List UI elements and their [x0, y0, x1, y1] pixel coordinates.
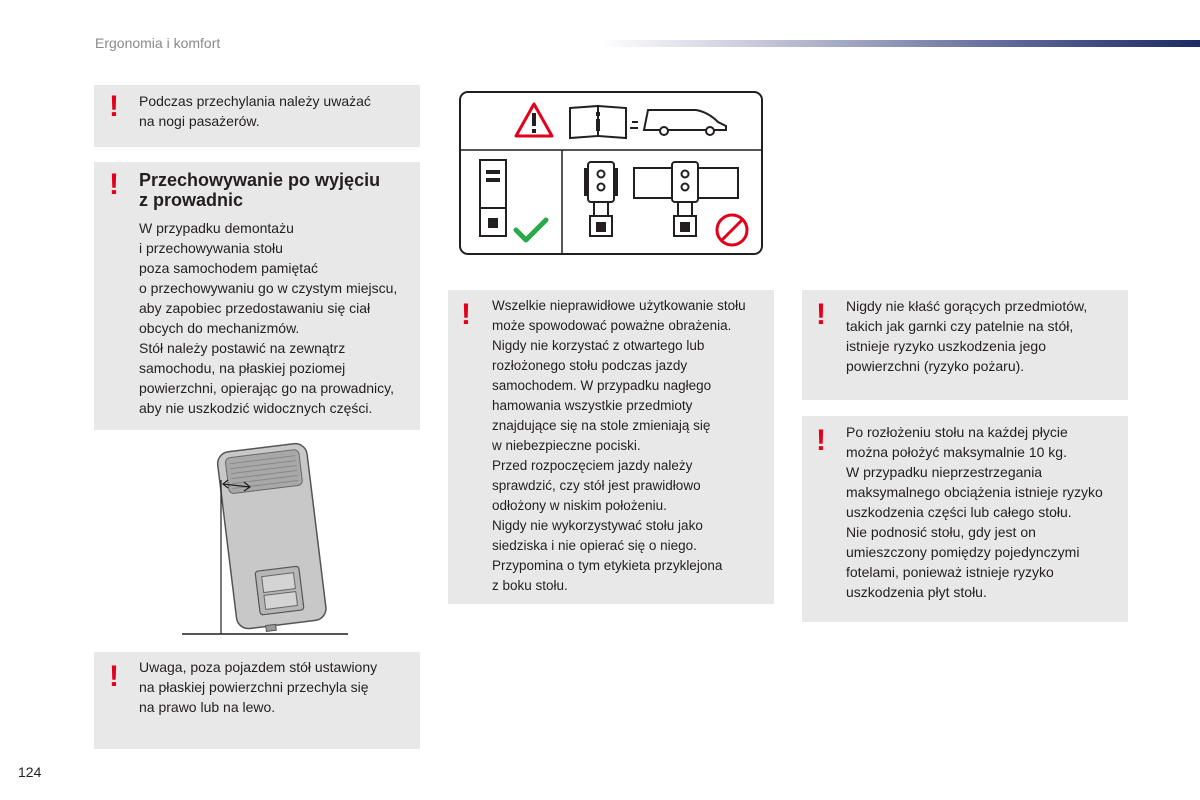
note-storage-box [94, 162, 420, 430]
note-load-text: Po rozłożeniu stołu na każdej płycie można położyć maksymalnie 10 kg. W przypadku nieprzestrzegania maksymalnego obciążenia istnieje ryzyko uszkodzenia części lub całego stołu. Nie podnosić stołu, gdy jest on umieszczony pomiędzy pojedynczymi fotelami, ponieważ istnieje ryzyko uszkodzenia płyt stołu. [846, 424, 1103, 600]
note-tilt-box [94, 85, 420, 147]
warning-exclamation-icon: ! [109, 660, 119, 693]
note-load-box [802, 416, 1128, 622]
note-hot-box [802, 290, 1128, 400]
manual-book-icon [570, 106, 626, 138]
table-stowed-icon [480, 160, 506, 236]
note-hot-text: Nigdy nie kłaść gorących przedmiotów, takich jak garnki czy patelnie na stół, istnieje ryzyko uszkodzenia jego powierzchni (ryzyko pożaru). [846, 298, 1088, 374]
warning-exclamation-icon: ! [816, 424, 826, 457]
note-storage-text: W przypadku demontażu i przechowywania stołu poza samochodem pamiętać o przechowywaniu go w czystym miejscu, aby zapobiec przedostawaniu się ciał obcych do mechanizmów. Stół należy postawić na zewnątrz samochodu, na płaskiej poziomej powierzchni, opierając go na prowadnicy, aby nie uszkodzić widocznych części. [139, 220, 398, 416]
section-title: Ergonomia i komfort [95, 35, 221, 51]
table-warning-label [458, 90, 764, 256]
warning-exclamation-icon: ! [461, 298, 471, 331]
note-outside-box [94, 652, 420, 749]
header-gradient-bar [600, 40, 1200, 47]
note-misuse-box [448, 290, 774, 604]
tilted-table-illustration [180, 438, 350, 638]
note-outside-text: Uwaga, poza pojazdem stół ustawiony na płaskiej powierzchni przechyla się na prawo lub na lewo. [139, 659, 378, 715]
note-tilt-text: Podczas przechylania należy uważać na nogi pasażerów. [139, 93, 371, 129]
note-misuse-text: Wszelkie nieprawidłowe użytkowanie stołu może spowodować poważne obrażenia. Nigdy nie korzystać z otwartego lub rozłożonego stołu podczas jazdy samochodem. W przypadku nagłego hamowania wszystkie przedmioty znajdujące się na stole zmieniają się w niebezpieczne pociski. Przed rozpoczęciem jazdy należy sprawdzić, czy stół jest prawidłowo odłożony w niskim położeniu. Nigdy nie wykorzystywać stołu jako siedziska i nie opierać się o niego. Przypomina o tym etykieta przyklejona z boku stołu. [492, 298, 746, 593]
warning-exclamation-icon: ! [109, 168, 119, 201]
warning-exclamation-icon: ! [109, 90, 119, 123]
note-storage-title: Przechowywanie po wyjęciu z prowadnic [139, 170, 381, 210]
page-number: 124 [18, 764, 42, 780]
warning-exclamation-icon: ! [816, 298, 826, 331]
